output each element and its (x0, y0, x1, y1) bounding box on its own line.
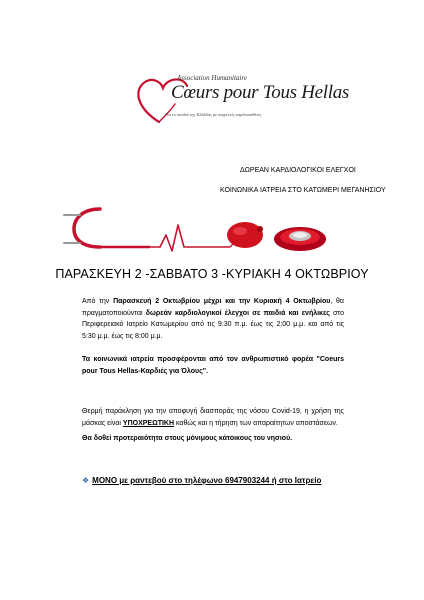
paragraph-covid-text-1: Θερμή παράκληση για την αποφυγή διασποράς της νόσου Covid-19, η χρήση της μάσκας είναι (82, 408, 344, 427)
logo-association-text: Association Humanitaire (177, 74, 247, 82)
mask-mandatory-text: ΥΠΟΧΡΕΩΤΙΚΗ (122, 419, 175, 427)
paragraph-schedule-text-1: Από την (82, 298, 114, 305)
coeurs-pour-tous-logo (125, 70, 350, 130)
logo-main-text: Cœurs pour Tous Hellas (171, 82, 350, 103)
paragraph-schedule-free-checks: δωρεάν καρδιολογικοί έλεγχοι σε παιδιά και ενήλικες (145, 309, 330, 317)
paragraph-schedule-text-2: , θα πραγματοποιούνται (82, 298, 344, 317)
paragraph-schedule (82, 296, 344, 342)
diamond-bullet-icon: ❖ (82, 476, 90, 485)
paragraph-covid-text-2: καθώς και η τήρηση των απαραίτητων αποστάσεων. (174, 419, 338, 427)
contact-line (82, 476, 382, 485)
subtitle-social-clinics: ΚΟΙΝΩΝΙΚΑ ΙΑΤΡΕΙΑ ΣΤΟ ΚΑΤΩΜΕΡΙ ΜΕΓΑΝΗΣΙΟΥ (220, 187, 386, 194)
paragraph-schedule-text-3: στο Περιφερειακό Ιατρείο Κατωμερίου από τις 9:30 π.μ. έως τις 2:00 μ.μ. και από τις 5:30 μ.μ. έως τις 8:00 μ.μ. (82, 309, 344, 340)
subtitle-free-checks: ΔΩΡΕΑΝ ΚΑΡΔΙΟΛΟΓΙΚΟΙ ΕΛΕΓΧΟΙ (240, 167, 356, 174)
paragraph-organization: Τα κοινωνικά ιατρεία προσφέρονται από τον ανθρωπιστικό φορέα "Coeurs pour Tous Hellas-Καρδιές για Όλους". (82, 356, 344, 375)
logo-tagline: Για το παιδιά της Ελλάδας με συγγενείς καρδιοπάθειες (165, 112, 262, 117)
paragraph-covid-notice (82, 406, 344, 429)
paragraph-schedule-dates: Παρασκευή 2 Οκτωβρίου μέχρι και την Κυριακή 4 Οκτωβρίου (113, 298, 331, 305)
contact-phone-text: ΜΟΝΟ με ραντεβού στο τηλέφωνο 6947903244 ή στο Ιατρείο (92, 476, 322, 485)
dates-heading: ΠΑΡΑΣΚΕΥΗ 2 -ΣΑΒΒΑΤΟ 3 -ΚΥΡΙΑΚΗ 4 ΟΚΤΩΒΡΙΟΥ (55, 267, 369, 281)
paragraph-priority: Θα δοθεί προτεραιότητα στους μόνιμους κάτοικους του νησιού. (82, 435, 293, 442)
stethoscope-heartbeat-icon (60, 205, 360, 253)
